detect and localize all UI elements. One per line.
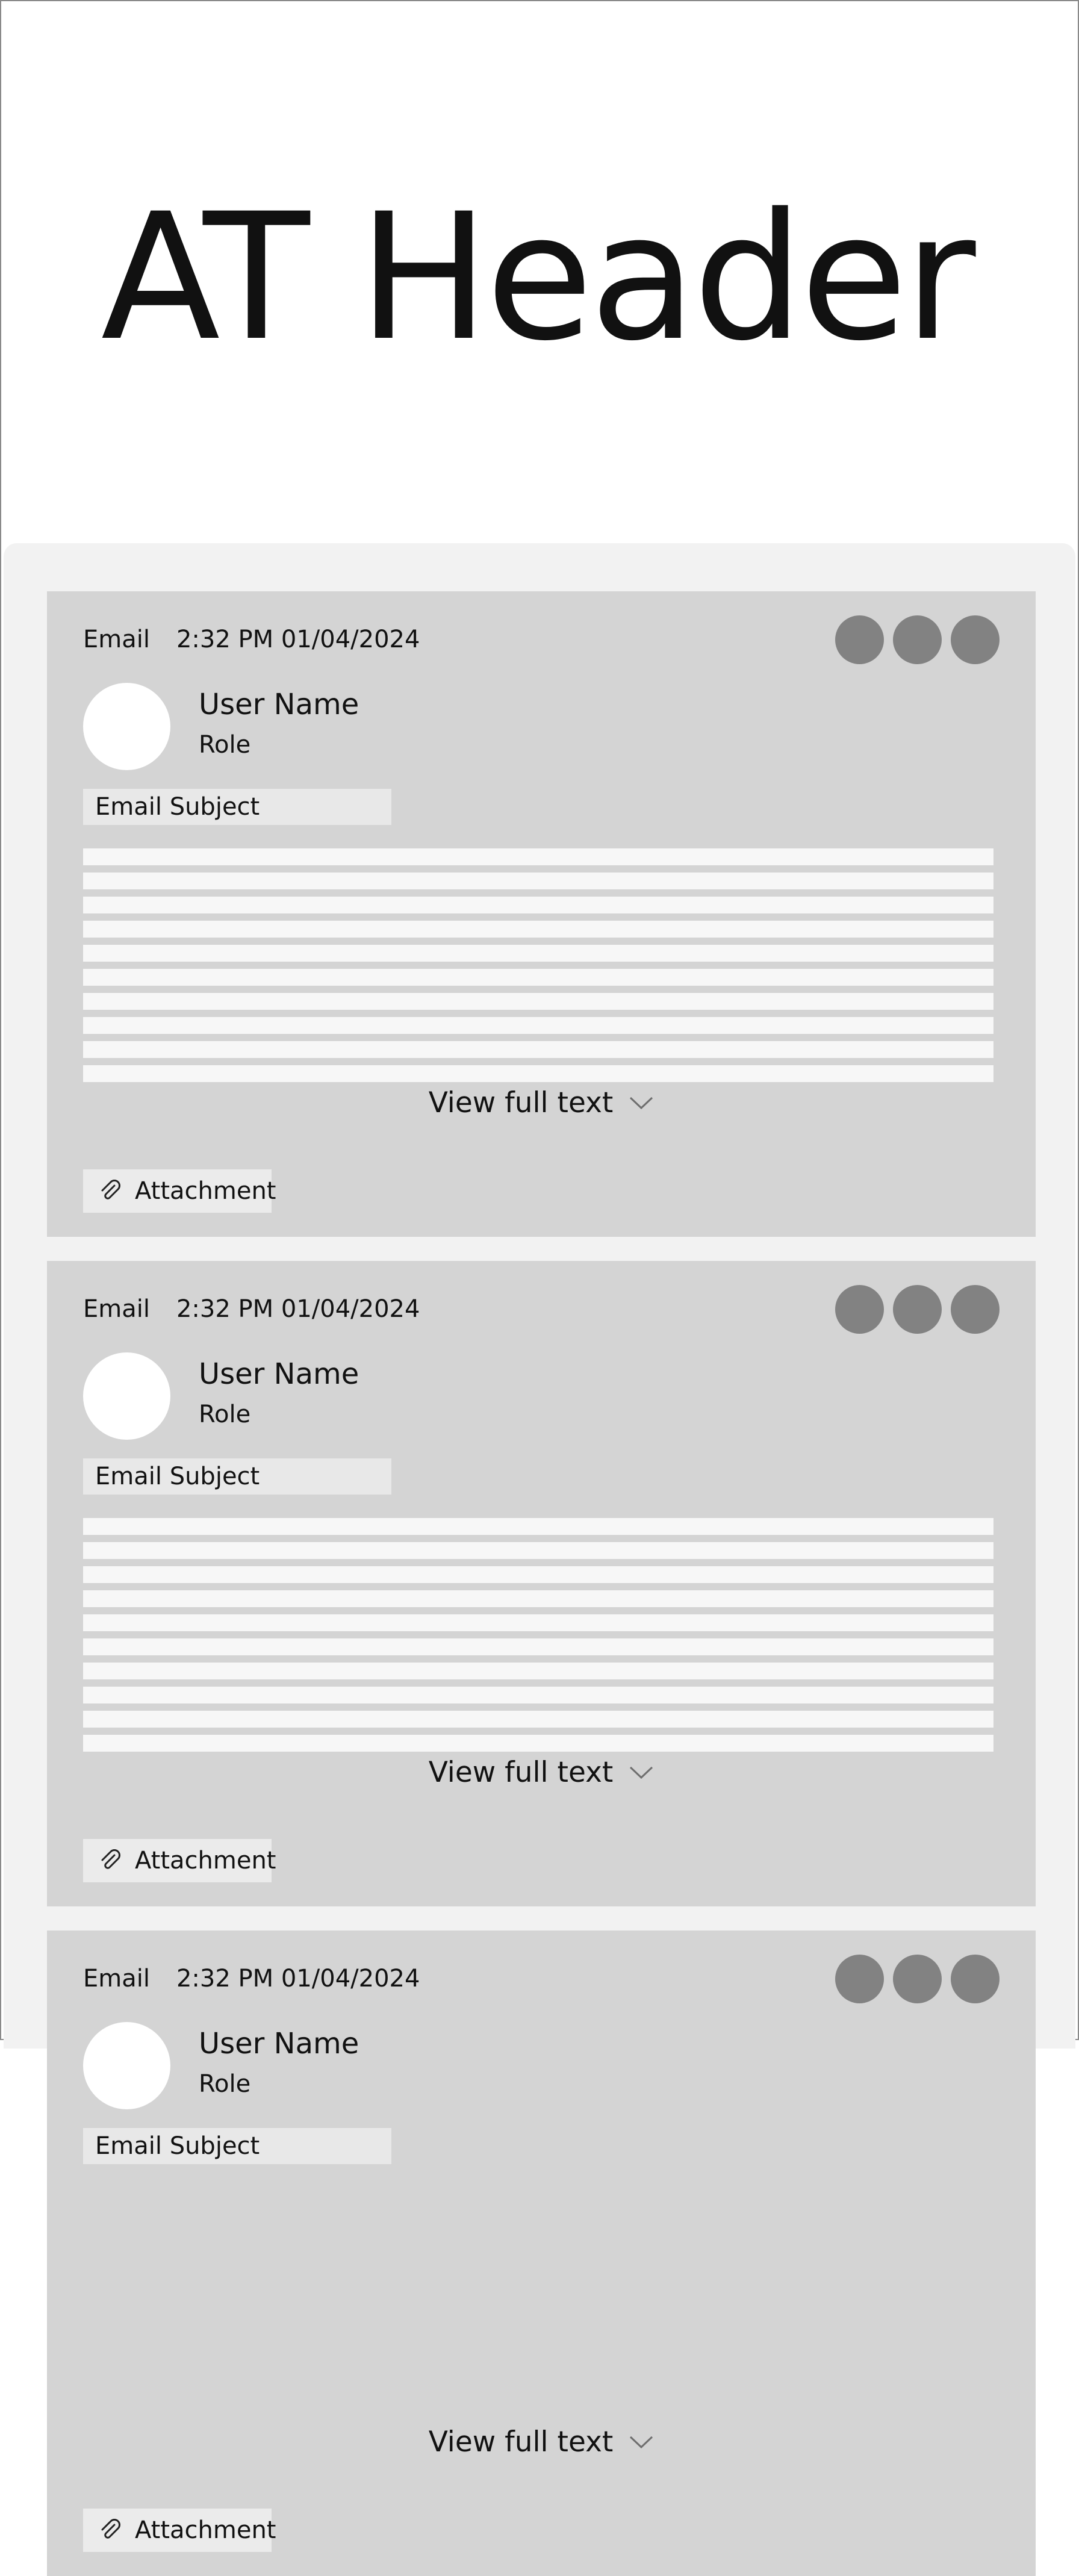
paperclip-icon [98, 1848, 123, 1873]
action-button-3[interactable] [951, 615, 1000, 664]
chevron-down-icon [629, 2435, 654, 2450]
paperclip-icon [98, 2518, 123, 2543]
attachment-label: Attachment [135, 1177, 276, 1205]
chevron-down-icon [629, 1096, 654, 1110]
email-meta [83, 626, 420, 653]
email-card [47, 591, 1036, 1237]
action-button-1[interactable] [835, 615, 884, 664]
email-list-panel [4, 543, 1075, 2544]
email-actions [835, 615, 1000, 664]
body-line [83, 897, 993, 913]
email-timestamp: 2:32 PM 01/04/2024 [176, 1295, 420, 1323]
email-card [47, 1261, 1036, 1906]
action-button-2[interactable] [893, 615, 942, 664]
email-card [47, 1930, 1036, 2576]
header [1, 1, 1078, 543]
user-name: User Name [199, 688, 359, 721]
body-line [83, 969, 993, 986]
email-body-placeholder [83, 1518, 993, 1759]
attachment-label: Attachment [135, 2516, 276, 2544]
body-line [83, 1590, 993, 1607]
email-meta [83, 1296, 420, 1322]
paperclip-icon [98, 1178, 123, 1204]
user-role: Role [199, 731, 251, 759]
avatar [83, 683, 170, 770]
attachment-button[interactable] [83, 1169, 276, 1213]
user-name: User Name [199, 2027, 359, 2061]
view-full-text-label: View full text [428, 2425, 614, 2459]
email-actions [835, 1955, 1000, 2003]
email-type-label: Email [83, 1295, 150, 1323]
body-line [83, 1065, 993, 1082]
email-subject: Email Subject [83, 789, 391, 825]
body-line [83, 993, 993, 1010]
body-line [83, 1687, 993, 1703]
body-line [83, 1711, 993, 1728]
body-line [83, 848, 993, 865]
email-meta [83, 1965, 420, 1992]
user-name: User Name [199, 1357, 359, 1391]
body-line [83, 873, 993, 889]
view-full-text-button[interactable] [47, 1086, 1036, 1120]
body-line [83, 1566, 993, 1583]
email-actions [835, 1285, 1000, 1334]
body-line [83, 1041, 993, 1058]
avatar [83, 1352, 170, 1440]
action-button-3[interactable] [951, 1955, 1000, 2003]
user-role: Role [199, 2070, 251, 2098]
chevron-down-icon [629, 1766, 654, 1780]
attachment-button[interactable] [83, 1839, 276, 1882]
view-full-text-label: View full text [428, 1086, 614, 1119]
action-button-1[interactable] [835, 1285, 884, 1334]
body-line [83, 1663, 993, 1679]
body-line [83, 1017, 993, 1034]
body-line [83, 1638, 993, 1655]
view-full-text-button[interactable] [47, 2425, 1036, 2459]
header-title: AT Header [101, 176, 972, 379]
view-full-text-label: View full text [428, 1756, 614, 1789]
view-full-text-button[interactable] [47, 1756, 1036, 1790]
body-line [83, 1735, 993, 1752]
action-button-3[interactable] [951, 1285, 1000, 1334]
avatar [83, 2022, 170, 2109]
body-line [83, 945, 993, 962]
action-button-2[interactable] [893, 1955, 942, 2003]
user-role: Role [199, 1401, 251, 1428]
attachment-button[interactable] [83, 2509, 276, 2552]
action-button-1[interactable] [835, 1955, 884, 2003]
email-subject: Email Subject [83, 2128, 391, 2164]
email-timestamp: 2:32 PM 01/04/2024 [176, 1965, 420, 1993]
email-type-label: Email [83, 626, 150, 653]
body-line [83, 921, 993, 938]
email-subject: Email Subject [83, 1458, 391, 1495]
email-type-label: Email [83, 1965, 150, 1993]
body-line [83, 1542, 993, 1559]
body-line [83, 1614, 993, 1631]
action-button-2[interactable] [893, 1285, 942, 1334]
attachment-label: Attachment [135, 1847, 276, 1874]
body-line [83, 1518, 993, 1535]
email-body-placeholder [83, 848, 993, 1089]
email-timestamp: 2:32 PM 01/04/2024 [176, 626, 420, 653]
